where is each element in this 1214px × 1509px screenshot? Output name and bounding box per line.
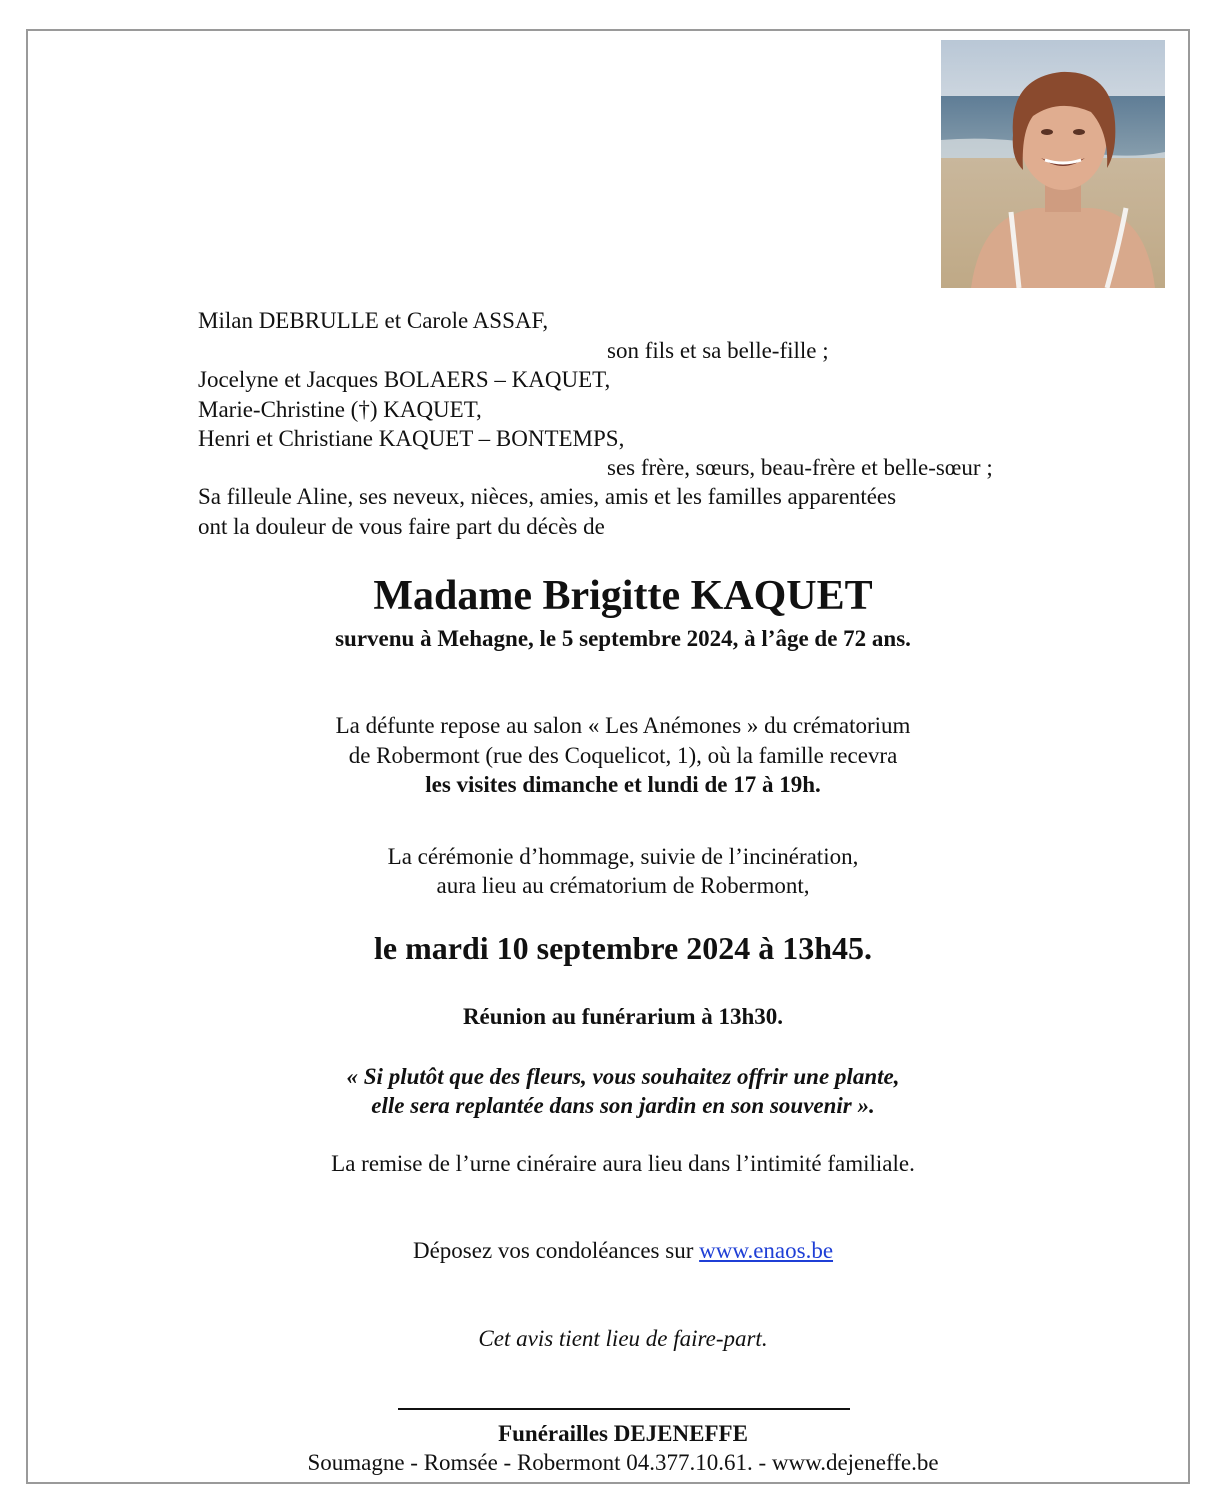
family-line-son: Milan DEBRULLE et Carole ASSAF, (198, 308, 549, 333)
condolences-text: Déposez vos condoléances sur (412, 1238, 700, 1263)
funeral-company: Funérailles DEJENEFFE (498, 1421, 748, 1446)
ceremony-date: le mardi 10 septembre 2024 à 13h45. (373, 930, 873, 966)
family-relation-siblings: ses frère, sœurs, beau-frère et belle-sœur ; (607, 455, 993, 480)
family-relation-son: son fils et sa belle-fille ; (607, 338, 829, 363)
wish-line-1: « Si plutôt que des fleurs, vous souhaitez offrir une plante, (346, 1064, 900, 1089)
family-line-others: Sa filleule Aline, ses neveux, nièces, amies, amis et les familles apparentées (198, 484, 897, 509)
wish-line-2: elle sera replantée dans son jardin en son souvenir ». (371, 1093, 875, 1118)
funeral-contact: Soumagne - Romsée - Robermont 04.377.10.61. - www.dejeneffe.be (307, 1450, 939, 1475)
family-line-sister: Jocelyne et Jacques BOLAERS – KAQUET, (198, 367, 611, 392)
ceremony-line-2: aura lieu au crématorium de Robermont, (436, 873, 810, 898)
portrait-image (941, 40, 1165, 288)
family-line-brother: Henri et Christiane KAQUET – BONTEMPS, (198, 426, 625, 451)
ceremony-line-1: La cérémonie d’hommage, suivie de l’incinération, (387, 844, 859, 869)
family-line-announcement: ont la douleur de vous faire part du décès de (198, 514, 605, 539)
footer-divider (398, 1408, 850, 1410)
visitation-line-1: La défunte repose au salon « Les Anémones » du crématorium (335, 713, 911, 738)
urn-notice: La remise de l’urne cinéraire aura lieu dans l’intimité familiale. (331, 1151, 915, 1176)
condolences-line (26, 1236, 1214, 1265)
death-info: survenu à Mehagne, le 5 septembre 2024, à l’âge de 72 ans. (335, 626, 911, 651)
notice-text: Cet avis tient lieu de faire-part. (478, 1326, 768, 1351)
portrait-photo (941, 40, 1165, 288)
visitation-line-2: de Robermont (rue des Coquelicot, 1), où la famille recevra (348, 743, 898, 768)
meeting-time: Réunion au funérarium à 13h30. (462, 1004, 784, 1029)
visitation-hours: les visites dimanche et lundi de 17 à 19h. (425, 772, 821, 797)
family-line-sister-deceased: Marie-Christine (†) KAQUET, (198, 397, 482, 422)
deceased-name: Madame Brigitte KAQUET (373, 573, 873, 619)
condolences-link[interactable]: www.enaos.be (699, 1238, 834, 1263)
